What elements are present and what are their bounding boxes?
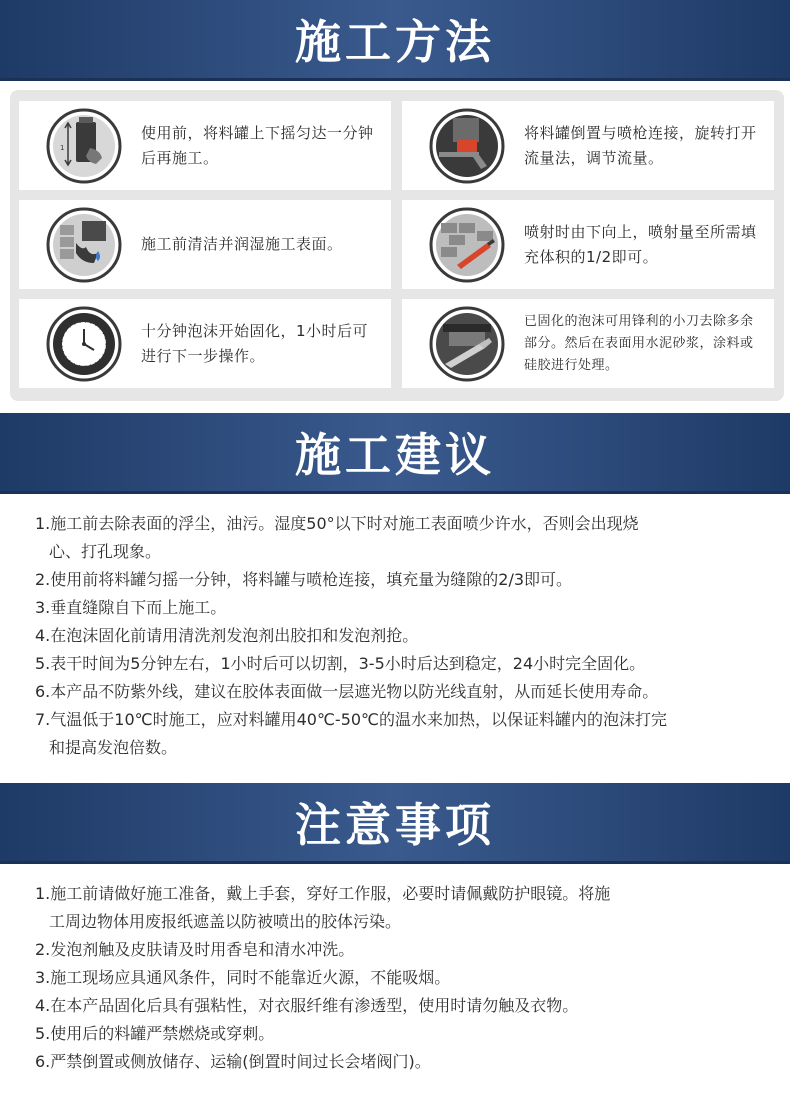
clean-wet-surface-icon — [46, 207, 122, 283]
advice-banner — [0, 413, 790, 494]
spray-bottom-up-icon — [429, 207, 505, 283]
list-item: 4.在本产品固化后具有强粘性，对衣服纤维有渗透型，使用时请勿触及衣物。 — [35, 996, 579, 1015]
list-item: 3.垂直缝隙自下而上施工。 — [35, 598, 227, 617]
list-item: 5.表干时间为5分钟左右，1小时后可以切割，3-5小时后达到稳定，24小时完全固化。 — [35, 654, 646, 673]
step-text-4: 喷射时由下向上，喷射量至所需填充体积的1/2即可。 — [524, 222, 757, 266]
step-text-2: 将料罐倒置与喷枪连接，旋转打开流量法，调节流量。 — [524, 123, 757, 167]
list-item: 3.施工现场应具通风条件，同时不能靠近火源，不能吸烟。 — [35, 968, 451, 987]
notice-list — [35, 880, 765, 1076]
notice-title: 注意事项 — [295, 798, 495, 852]
list-item: 1.施工前去除表面的浮尘，油污。湿度50°以下时对施工表面喷少许水，否则会出现烧 心、打孔现象。 — [35, 514, 639, 561]
step-card-5 — [19, 299, 391, 388]
list-item: 4.在泡沫固化前请用清洗剂发泡剂出胶扣和发泡剂抢。 — [35, 626, 419, 645]
list-item: 5.使用后的料罐严禁燃烧或穿刺。 — [35, 1024, 275, 1043]
list-item: 6.本产品不防紫外线，建议在胶体表面做一层遮光物以防光线直射，从而延长使用寿命。 — [35, 682, 659, 701]
notice-banner — [0, 783, 790, 864]
list-item: 7.气温低于10℃时施工，应对料罐用40℃-50℃的温水来加热，以保证料罐内的泡沫打完 和提高发泡倍数。 — [35, 710, 668, 757]
steps-panel — [10, 90, 784, 401]
svg-text:1: 1 — [60, 144, 65, 152]
step-card-2 — [402, 101, 774, 190]
method-banner — [0, 0, 790, 81]
list-item: 2.发泡剂触及皮肤请及时用香皂和清水冲洗。 — [35, 940, 355, 959]
invert-can-gun-icon — [429, 108, 505, 184]
step-text-3: 施工前清洁并润湿施工表面。 — [141, 235, 343, 253]
step-card-3 — [19, 200, 391, 289]
advice-list — [35, 510, 765, 762]
step-text-5: 十分钟泡沫开始固化，1小时后可进行下一步操作。 — [141, 321, 369, 365]
list-item: 1.施工前请做好施工准备，戴上手套，穿好工作服，必要时请佩戴防护眼镜。将施 工周边物体用废报纸遮盖以防被喷出的胶体污染。 — [35, 884, 611, 931]
list-item: 6.严禁倒置或侧放储存、运输(倒置时间过长会堵阀门)。 — [35, 1052, 431, 1071]
step-card-1 — [19, 101, 391, 190]
list-item: 2.使用前将料罐匀摇一分钟，将料罐与喷枪连接，填充量为缝隙的2/3即可。 — [35, 570, 573, 589]
shake-can-icon — [46, 108, 122, 184]
step-text-1: 使用前，将料罐上下摇匀达一分钟后再施工。 — [141, 123, 374, 167]
advice-title: 施工建议 — [295, 428, 495, 482]
clock-icon — [46, 306, 122, 382]
method-title: 施工方法 — [295, 15, 495, 69]
knife-trim-icon — [429, 306, 505, 382]
step-card-6 — [402, 299, 774, 388]
step-card-4 — [402, 200, 774, 289]
step-text-6: 已固化的泡沫可用锋利的小刀去除多余部分。然后在表面用水泥砂浆，涂料或硅胶进行处理。 — [524, 313, 754, 373]
